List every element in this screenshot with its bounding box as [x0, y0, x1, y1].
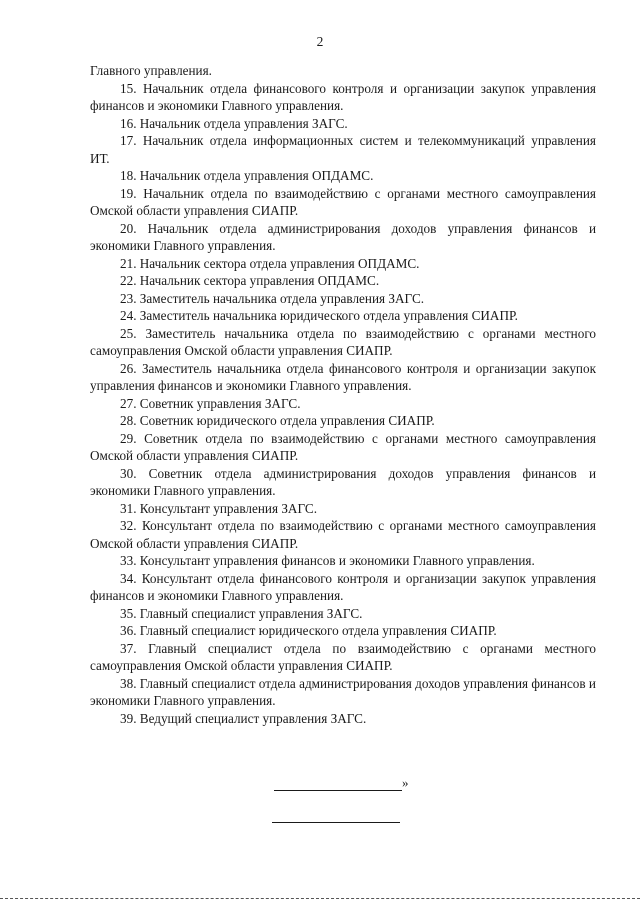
list-item-32: 32. Консультант отдела по взаимодействию с органами местного самоуправления Омской области управления СИАПР. [90, 518, 596, 551]
list-item-24: 24. Заместитель начальника юридического отдела управления СИАПР. [120, 308, 518, 323]
list-item-39: 39. Ведущий специалист управления ЗАГС. [120, 710, 367, 726]
list-item-17: 17. Начальник отдела информационных систем и телекоммуникаций управления ИТ. [90, 133, 596, 166]
list-item-35: 35. Главный специалист управления ЗАГС. [120, 605, 363, 621]
list-item-18: 18. Начальник отдела управления ОПДАМС. [120, 168, 374, 183]
page-number: 2 [316, 34, 324, 49]
list-item-20: 20. Начальник отдела администрирования доходов управления финансов и экономики Главного управления. [90, 220, 596, 253]
list-item-36: 36. Главный специалист юридического отдела управления СИАПР. [120, 623, 497, 638]
list-item-16: 16. Начальник отдела управления ЗАГС. [120, 115, 348, 131]
list-item-38: 38. Главный специалист отдела администрирования доходов управления финансов и экономики Главного управления. [90, 675, 596, 708]
list-item-31: 31. Консультант управления ЗАГС. [120, 500, 317, 516]
paragraph-continuation: Главного управления. [90, 63, 212, 78]
separator-line [272, 822, 400, 823]
list-item-26: 26. Заместитель начальника отдела финансового контроля и организации закупок управления финансов и экономики Главного управления. [90, 360, 596, 393]
closing-mark-block [274, 775, 414, 791]
document-body [90, 62, 596, 727]
page-edge-line [0, 898, 640, 899]
list-item-23: 23. Заместитель начальника отдела управления ЗАГС. [120, 290, 425, 306]
list-item-25: 25. Заместитель начальника отдела по взаимодействию с органами местного самоуправления Омской области управления СИАПР. [90, 325, 596, 358]
list-item-19: 19. Начальник отдела по взаимодействию с органами местного самоуправления Омской области управления СИАПР. [90, 185, 596, 218]
list-item-30: 30. Советник отдела администрирования доходов управления финансов и экономики Главного управления. [90, 465, 596, 498]
list-item-21: 21. Начальник сектора отдела управления ОПДАМС. [120, 255, 420, 271]
list-item-33: 33. Консультант управления финансов и экономики Главного управления. [120, 553, 535, 568]
list-item-29: 29. Советник отдела по взаимодействию с органами местного самоуправления Омской области управления СИАПР. [90, 430, 596, 463]
closing-underline [274, 778, 402, 791]
list-item-22: 22. Начальник сектора управления ОПДАМС. [120, 273, 380, 288]
list-item-28: 28. Советник юридического отдела управления СИАПР. [120, 413, 435, 428]
list-item-34: 34. Консультант отдела финансового контроля и организации закупок управления финансов и экономики Главного управления. [90, 570, 596, 603]
list-item-27: 27. Советник управления ЗАГС. [120, 395, 301, 411]
list-item-15: 15. Начальник отдела финансового контроля и организации закупок управления финансов и экономики Главного управления. [90, 80, 596, 113]
list-item-37: 37. Главный специалист отдела по взаимодействию с органами местного самоуправления Омской области управления СИАПР. [90, 640, 596, 673]
closing-quote: » [402, 775, 409, 790]
